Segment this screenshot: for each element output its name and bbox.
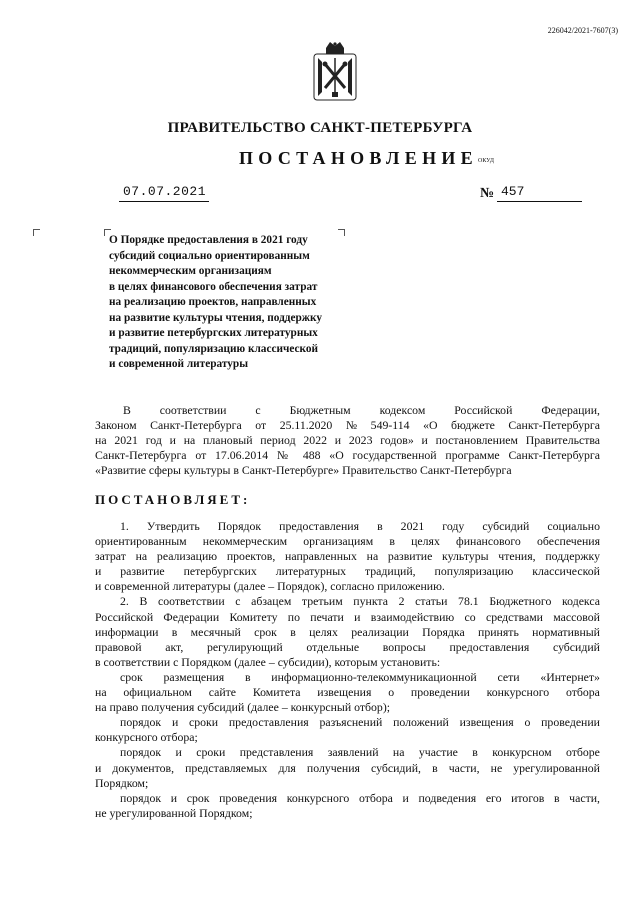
word: Бюджетным <box>289 403 351 417</box>
subject-line: на реализацию проектов, направленных <box>109 296 317 308</box>
word: в <box>472 745 478 760</box>
word: Федерации, <box>541 403 600 417</box>
word: конкурсном <box>492 745 552 760</box>
text-line <box>95 610 600 625</box>
word: Санкт-Петербурга <box>508 418 600 433</box>
word: сайте <box>208 685 237 700</box>
word: В <box>123 403 131 417</box>
subject-line: на развитие культуры чтения, поддержку <box>109 311 322 324</box>
word: сроки <box>196 745 226 760</box>
word: субсидий <box>552 639 600 654</box>
text-line <box>95 403 600 418</box>
line-text: не урегулированной Порядком; <box>95 805 253 820</box>
text-line <box>95 806 600 821</box>
text-line <box>95 730 600 745</box>
text-line <box>95 791 600 806</box>
okud-label: ОКУД <box>478 158 494 164</box>
line-text: Санкт-Петербурга от 17.06.2014 № 488 «О государственной программе Санкт-Петербурга <box>95 448 600 463</box>
document-code: 226042/2021-7607(3) <box>547 26 618 35</box>
word: 549-114 <box>370 418 410 433</box>
decree-date-field <box>119 184 209 202</box>
word: субсидий <box>482 519 530 533</box>
corner-mark <box>33 229 40 236</box>
word: представления <box>239 745 314 760</box>
word: № <box>345 418 358 433</box>
decree-number: 457 <box>501 184 525 199</box>
text-line <box>95 776 600 791</box>
word: заявлений <box>327 745 379 760</box>
text-line <box>95 640 600 655</box>
word: году <box>442 519 465 533</box>
word: конкурсного <box>486 685 550 700</box>
word: о <box>388 685 395 700</box>
saint-petersburg-coat-of-arms <box>312 40 358 102</box>
word: извещения <box>317 685 372 700</box>
text-line <box>95 519 600 534</box>
text-line <box>95 433 600 448</box>
line-text: «Развитие сферы культуры в Санкт-Петербурге» Правительство Санкт-Петербурга <box>95 463 512 478</box>
word: и <box>175 745 182 760</box>
line-text: порядок и срок проведения конкурсного отбора и подведения его итогов в части, <box>120 790 600 805</box>
word: Российской <box>454 403 513 417</box>
word: отдельные <box>306 639 360 654</box>
subject-line: О Порядке предоставления в 2021 году <box>109 234 308 246</box>
line-text: затрат на реализацию проектов, направленных на развитие культуры чтения, поддержку <box>95 549 600 564</box>
word: от <box>255 418 267 433</box>
line-text: конкурсного отбора; <box>95 730 198 745</box>
subject-line: и развитие петербургских литературных <box>109 327 318 339</box>
text-line <box>95 594 600 609</box>
word: предоставления <box>449 639 530 654</box>
word: информационно-телекоммуникационной <box>271 669 477 684</box>
line-text: 2. В соответствии с абзацем третьим пункта 2 статьи 78.1 Бюджетного кодекса <box>120 594 600 609</box>
word: развитие <box>120 564 165 579</box>
word: 1. <box>120 519 129 533</box>
word: 25.11.2020 <box>279 418 333 433</box>
word: «Интернет» <box>540 669 600 684</box>
text-line <box>95 579 600 594</box>
word: Санкт-Петербурга <box>150 418 242 433</box>
word: срок <box>120 669 143 684</box>
word: на <box>392 745 405 760</box>
line-text: порядок и сроки предоставления разъяснений положений извещения о проведении <box>120 715 600 730</box>
word: в <box>244 669 251 684</box>
word: акт, <box>165 639 184 654</box>
word: размещения <box>163 669 225 684</box>
word: с <box>255 403 261 417</box>
word: регулирующий <box>206 639 283 654</box>
decree-subject <box>109 233 361 373</box>
line-text: ориентированным некоммерческим организациям в целях финансового обеспечения <box>95 534 600 549</box>
word: 2021 <box>400 519 425 533</box>
text-line <box>95 655 600 670</box>
word: на <box>95 685 107 700</box>
line-text: на право получения субсидий (далее – конкурсный отбор); <box>95 700 391 715</box>
subject-line: традиций, популяризацию классической <box>109 342 319 355</box>
line-text: Российской Федерации Комитету по печати и взаимодействию со средствами массовой <box>95 609 600 624</box>
line-text: информации в месячный срок в целях реализации Порядка принять нормативный <box>95 624 600 639</box>
line-text: и документов, представляемых для получения субсидий, в части, не урегулированной <box>95 760 600 775</box>
word: соответствии <box>159 403 227 417</box>
text-line <box>95 564 600 579</box>
word: классической <box>532 564 600 579</box>
number-sign: № <box>480 186 495 201</box>
word: вопросы <box>382 639 426 654</box>
line-text: Порядком; <box>95 775 149 790</box>
word: петербургских <box>183 564 257 579</box>
decrees-heading: ПОСТАНОВЛЯЕТ: <box>95 492 251 507</box>
subject-line: субсидий социально ориентированным <box>109 249 310 262</box>
decree-number-field <box>497 184 582 202</box>
word: кодексом <box>379 403 426 417</box>
text-line <box>95 761 600 776</box>
text-line <box>95 700 600 715</box>
decree-title: ПОСТАНОВЛЕНИЕ <box>239 148 478 168</box>
word: традиций, <box>364 564 416 579</box>
word: и <box>95 564 102 579</box>
word: Утвердить <box>146 519 200 533</box>
text-line <box>95 549 600 564</box>
preamble <box>95 403 600 478</box>
text-line <box>95 685 600 700</box>
text-line <box>95 625 600 640</box>
word: отборе <box>565 745 600 760</box>
word: сети <box>497 669 520 684</box>
text-line <box>95 418 600 433</box>
word: в <box>377 519 383 533</box>
word: участие <box>418 745 458 760</box>
text-line <box>95 670 600 685</box>
word: проведении <box>410 685 470 700</box>
word: Законом <box>95 418 137 433</box>
word: порядок <box>120 745 162 760</box>
subject-line: в целях финансового обеспечения затрат <box>109 280 318 293</box>
word: популяризацию <box>434 564 514 579</box>
decree-date: 07.07.2021 <box>123 184 207 199</box>
word: «О <box>423 418 438 433</box>
word: Комитета <box>252 685 301 700</box>
text-line <box>95 463 600 478</box>
subject-line: и современной литературы <box>109 358 249 370</box>
line-text: и современной литературы (далее – Порядок), согласно приложению. <box>95 579 445 594</box>
subject-line: некоммерческим организациям <box>109 265 272 277</box>
word: предоставления <box>279 519 360 533</box>
text-line <box>95 448 600 463</box>
word: правовой <box>95 639 142 654</box>
word: отбора <box>565 685 600 700</box>
word: Порядок <box>217 519 262 533</box>
word: литературных <box>275 564 347 579</box>
line-text: в соответствии с Порядком (далее – субсидии), которым установить: <box>95 654 441 669</box>
text-line <box>95 745 600 760</box>
government-name: ПРАВИТЕЛЬСТВО САНКТ-ПЕТЕРБУРГА <box>167 120 473 136</box>
decree-paragraphs <box>95 519 600 821</box>
line-text: на 2021 год и на плановый период 2022 и 2023 годов» и постановлением Правительства <box>95 433 600 448</box>
word: бюджете <box>451 418 495 433</box>
text-line <box>95 534 600 549</box>
text-line <box>95 715 600 730</box>
word: социально <box>547 519 600 533</box>
word: официальном <box>123 685 192 700</box>
